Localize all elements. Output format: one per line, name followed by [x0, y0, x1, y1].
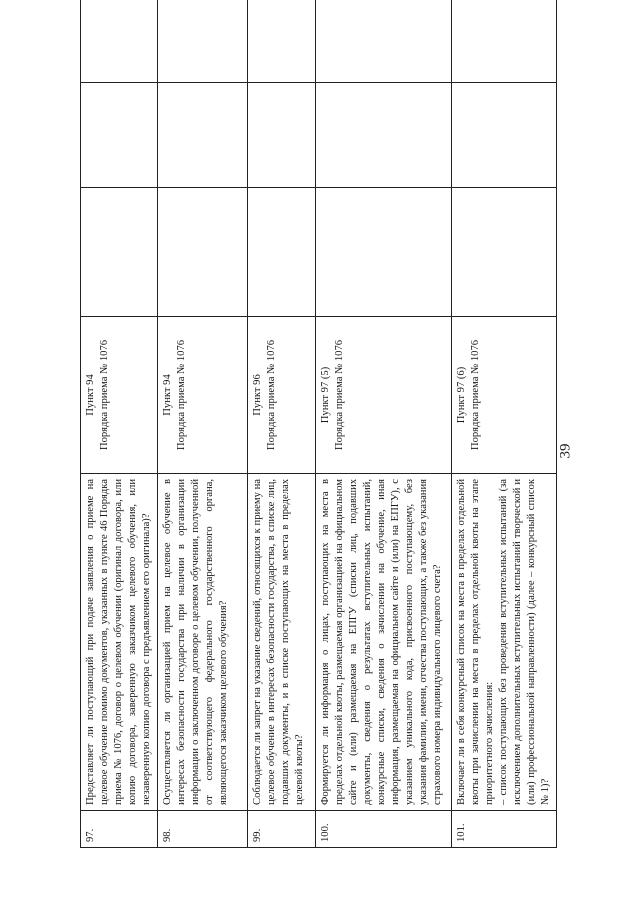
empty-cell: [451, 0, 556, 83]
empty-cell: [247, 83, 315, 188]
question-text: Осуществляется ли организацией прием на целевое обучение в интересах безопасности государства при наличии в организации информации о заключенном договоре о целевом обучении, полученной от соответствующего федерального государственного органа, являющегося заказчиком целевого обучения?: [157, 474, 247, 811]
question-text: Соблюдается ли запрет на указание сведений, относящихся к приему на целевое обучение в интересах безопасности государства, в списке лиц, подавших документы, и в списке поступающих на места в пределах целевой квоты?: [247, 474, 315, 811]
table-row: [451, 0, 556, 848]
legal-reference: [157, 317, 247, 474]
empty-cell: [157, 188, 247, 317]
reference-document: Порядка приема № 1076: [469, 339, 481, 451]
empty-cell: [315, 83, 451, 188]
checklist-table: [80, 0, 557, 848]
reference-clause: Пункт 94: [161, 374, 173, 416]
row-number: 98.: [157, 811, 247, 848]
legal-reference: [451, 317, 556, 474]
empty-cell: [81, 0, 158, 83]
legal-reference: [315, 317, 451, 474]
empty-cell: [81, 188, 158, 317]
page-number: 39: [557, 443, 574, 459]
empty-cell: [81, 83, 158, 188]
table-row: [315, 0, 451, 848]
empty-cell: [315, 188, 451, 317]
row-number: 101.: [451, 811, 556, 848]
rotated-table-wrapper: [80, 62, 551, 848]
reference-clause: Пункт 97 (5): [319, 366, 331, 424]
row-number: 97.: [81, 811, 158, 848]
reference-document: Порядка приема № 1076: [175, 339, 187, 451]
reference-clause: Пункт 94: [85, 374, 96, 416]
reference-document: Порядка приема № 1076: [265, 339, 277, 451]
reference-document: Порядка приема № 1076: [98, 339, 110, 451]
empty-cell: [247, 0, 315, 83]
empty-cell: [157, 83, 247, 188]
reference-clause: Пункт 97 (6): [455, 366, 467, 424]
empty-cell: [315, 0, 451, 83]
question-text: Представляет ли поступающий при подаче заявления о приеме на целевое обучение помимо документов, указанных в пункте 46 Порядка приема № 1076, договор о целевом обучении (оригинал договора, или копию договора, заверенную заказчиком целевого обучения, или незаверенную копию договора с предъявлением его оригинала)?: [81, 474, 158, 811]
legal-reference: [81, 317, 158, 474]
question-text: [451, 474, 556, 811]
question-intro: Включает ли в себя конкурсный список на места в пределах отдельной квоты при зачислении на места в пределах отдельной квоты на этапе приоритетного зачисления:: [455, 479, 495, 805]
reference-clause: Пункт 96: [251, 374, 263, 416]
empty-cell: [247, 188, 315, 317]
reference-document: Порядка приема № 1076: [333, 339, 345, 451]
row-number: 100.: [315, 811, 451, 848]
legal-reference: [247, 317, 315, 474]
table-row: [247, 0, 315, 848]
question-list-item: – список поступающих без проведения вступительных испытаний (за исключением дополнительных вступительных испытаний творческой и (или) профессиональной направленности) (далее – конкурсный список № 1)?: [497, 479, 551, 805]
empty-cell: [451, 188, 556, 317]
empty-cell: [451, 83, 556, 188]
table-row: [157, 0, 247, 848]
question-text: Формируется ли информация о лицах, поступающих на места в пределах отдельной квоты, размещаемая организацией на официальном сайте и (или) размещаемая на ЕПГУ (списки лиц, подавших документы, сведения о результатах вступительных испытаний, конкурсные списки, сведения о зачислении на обучение, иная информация, размещаемая на официальном сайте и (или) на ЕПГУ), с указанием уникального кода, присвоенного поступающему, без указания фамилии, имени, отчества поступающих, а также без указания страхового номера индивидуального лицевого счета?: [315, 474, 451, 811]
empty-cell: [157, 0, 247, 83]
row-number: 99.: [247, 811, 315, 848]
table-row: [81, 0, 158, 848]
